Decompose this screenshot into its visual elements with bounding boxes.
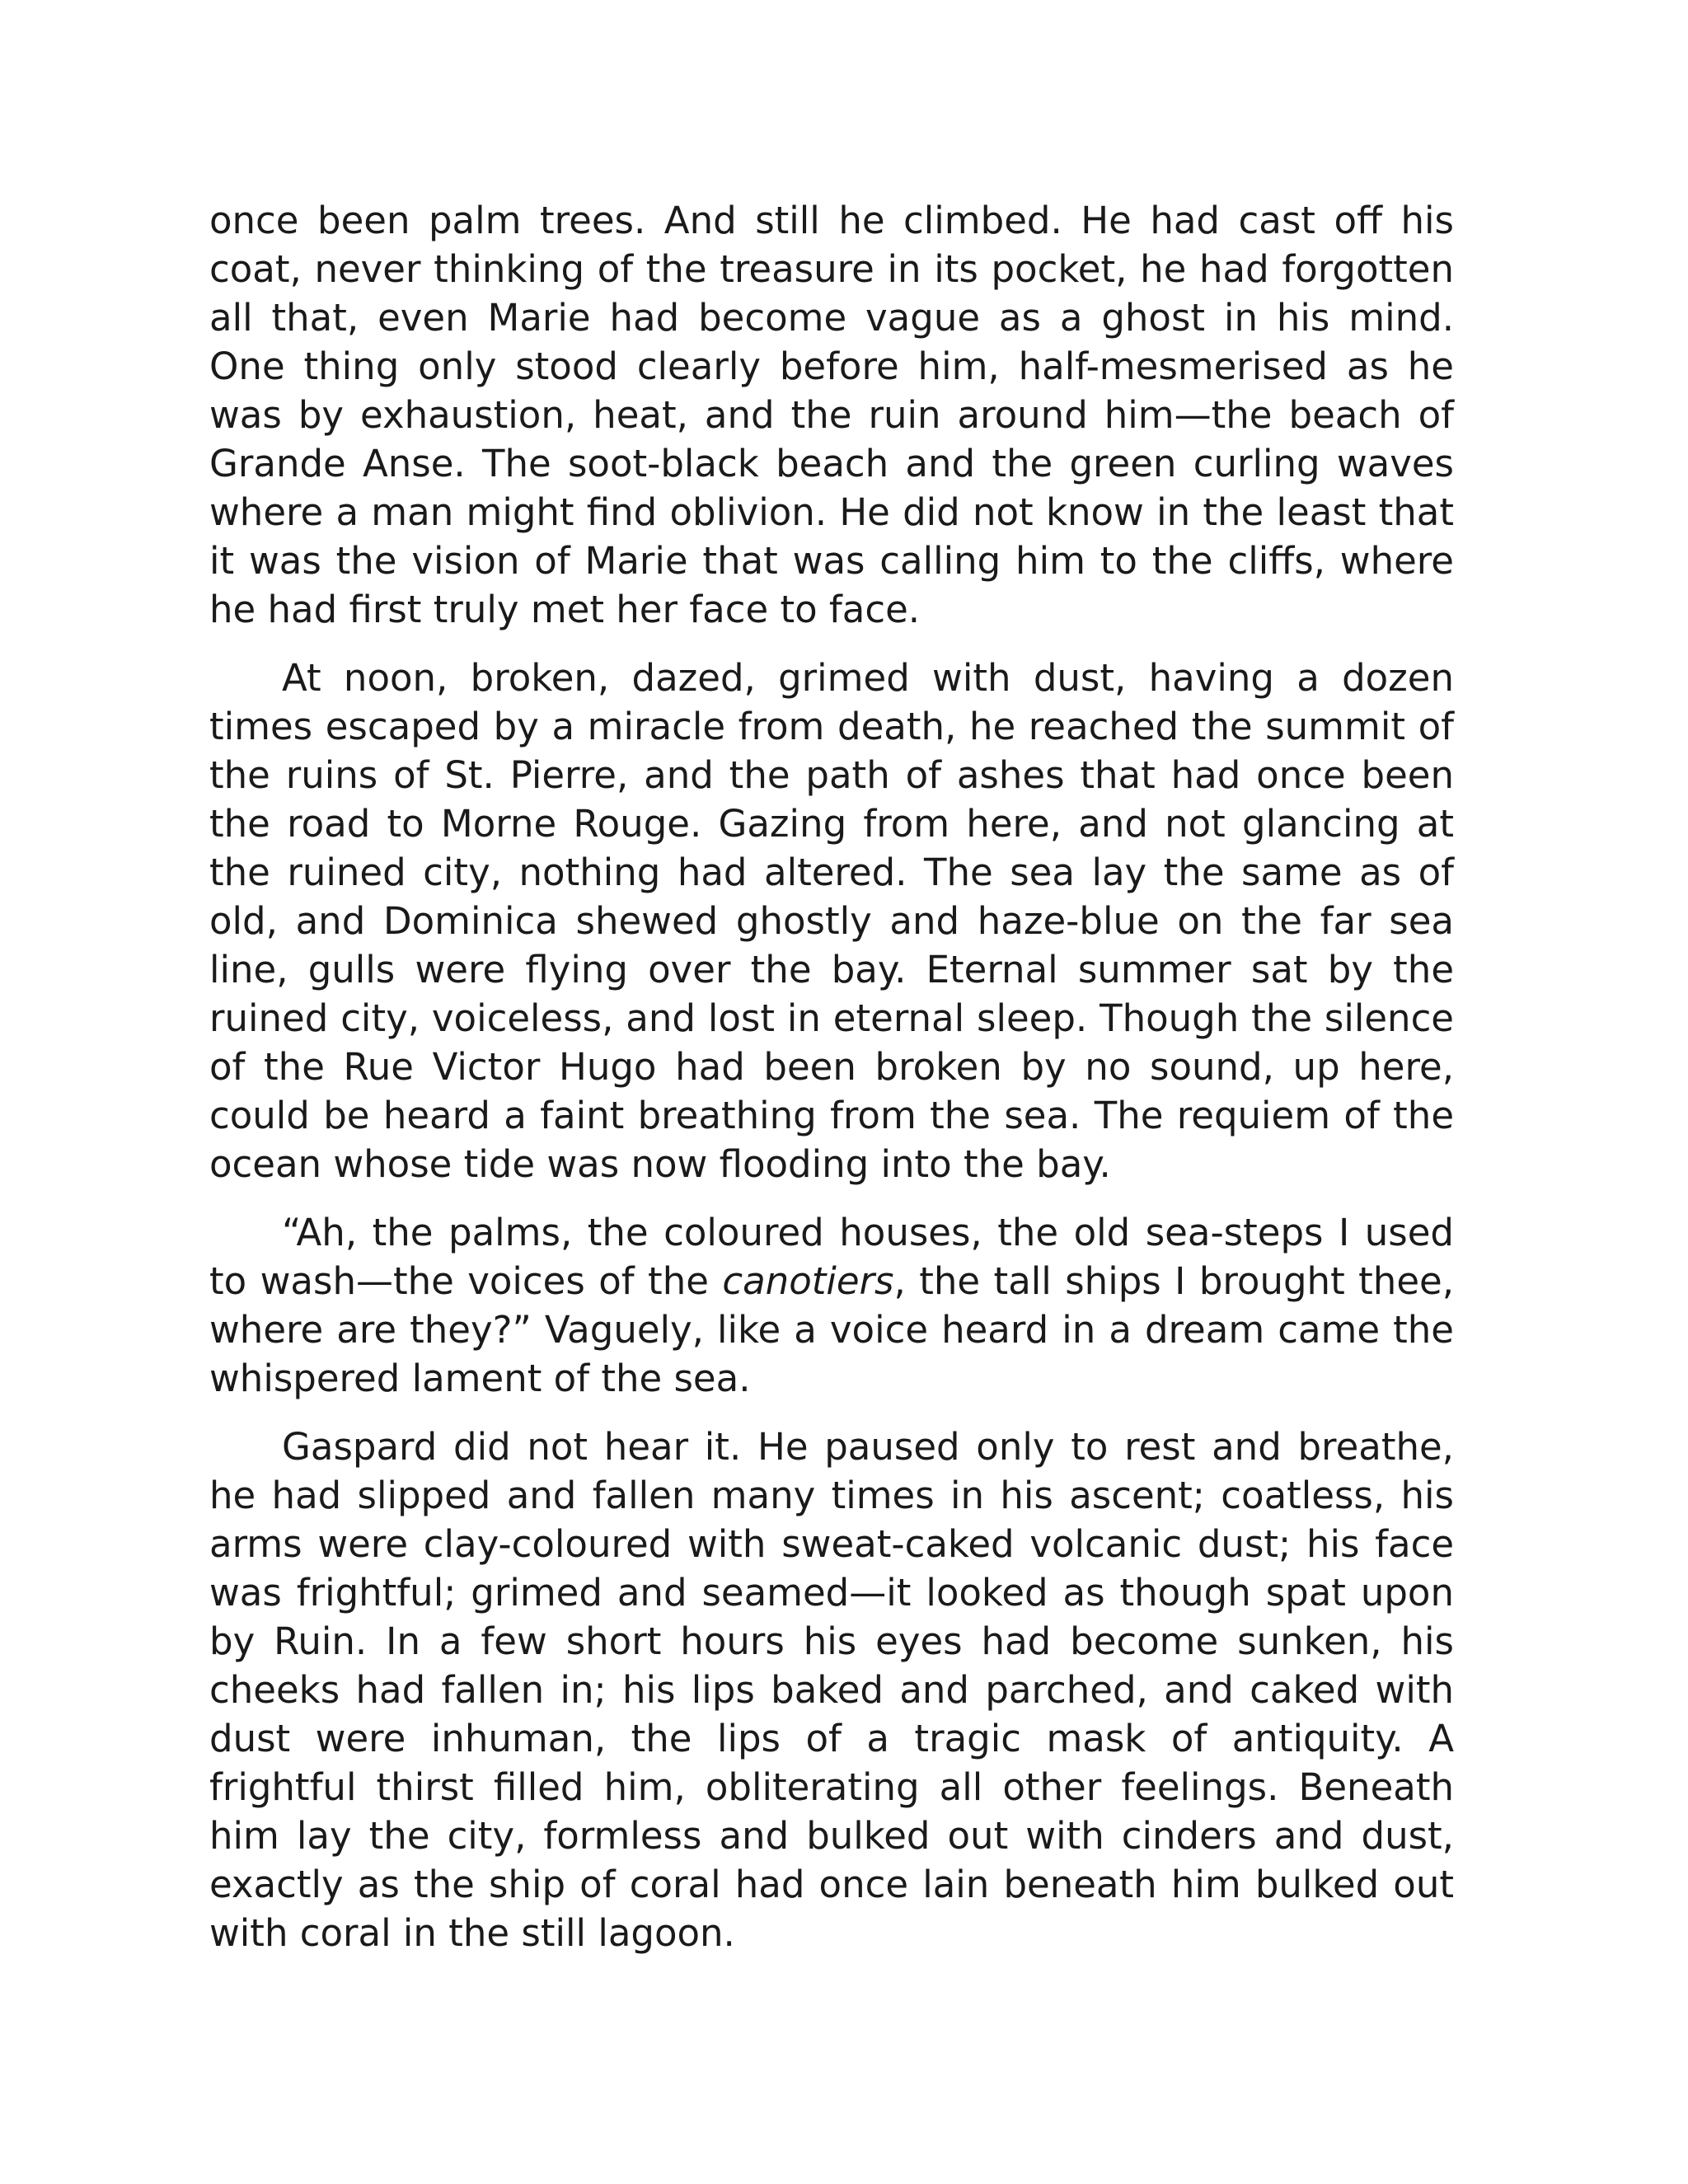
paragraph-2: At noon, broken, dazed, grimed with dust, having a dozen times escaped by a miracle from death, he reached the summit of the ruins of St. Pierre, and the path of ashes that had once been the road to Morne Rouge. Gazing from here, and not glancing at the ruined city, nothing had altered. The sea lay the same as of old, and Dominica shewed ghostly and haze-blue on the far sea line, gulls were flying over the bay. Eternal summer sat by the ruined city, voiceless, and lost in eternal sleep. Though the silence of the Rue Victor Hugo had been broken by no sound, up here, could be heard a faint breathing from the sea. The requiem of the ocean whose tide was now flooding into the bay. <box>209 656 1454 1186</box>
paragraph-3-text-end: , the tall ships I brought thee, where are they?” Vaguely, like a voice heard in a dream came the whispered lament of the sea. <box>209 1259 1455 1400</box>
paragraph-4: Gaspard did not hear it. He paused only to rest and breathe, he had slipped and fallen many times in his ascent; coatless, his arms were clay-coloured with sweat-caked volcanic dust; his face was frightful; grimed and seamed—it looked as though spat upon by Ruin. In a few short hours his eyes had become sunken, his cheeks had fallen in; his lips baked and parched, and caked with dust were inhuman, the lips of a tragic mask of antiquity. A frightful thirst filled him, obliterating all other feelings. Beneath him lay the city, formless and bulked out with cinders and dust, exactly as the ship of coral had once lain beneath him bulked out with coral in the still lagoon. <box>209 1425 1454 1955</box>
paragraph-3-text-start: “Ah, the palms, the coloured houses, the old sea-steps I used to wash—the voices of the <box>209 1211 1454 1303</box>
italic-word-canotiers: canotiers <box>722 1259 894 1303</box>
paragraph-3 <box>209 1208 1454 1403</box>
paragraph-1: once been palm trees. And still he climbed. He had cast off his coat, never thinking of the treasure in its pocket, he had forgotten all that, even Marie had become vague as a ghost in his mind. One thing only stood clearly before him, half-mesmerised as he was by exhaustion, heat, and the ruin around him—the beach of Grande Anse. The soot-black beach and the green curling waves where a man might find oblivion. He did not know in the least that it was the vision of Marie that was calling him to the cliffs, where he had first truly met her face to face. <box>209 199 1454 631</box>
page-body-text <box>209 196 1454 1977</box>
